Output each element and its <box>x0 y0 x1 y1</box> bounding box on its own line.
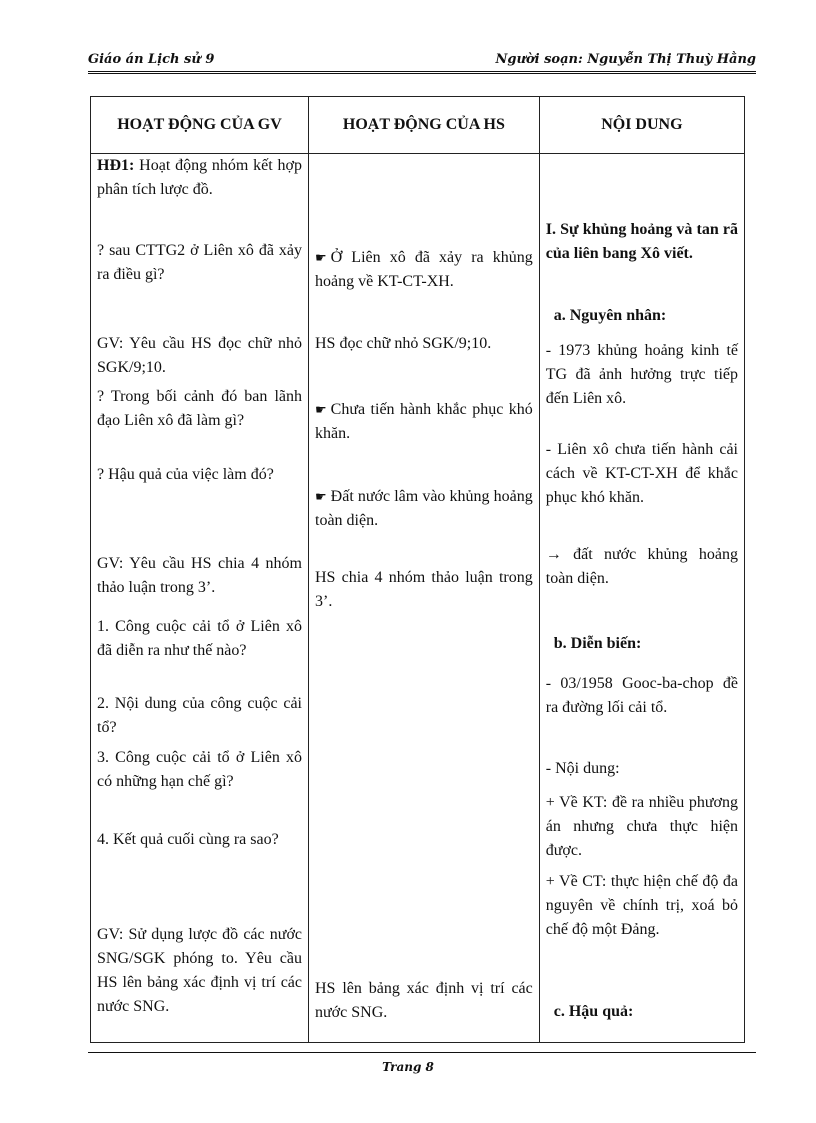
hs-answer-6: HS lên bảng xác định vị trí các nước SNG. <box>315 980 533 1021</box>
cause-result: → đất nước khủng hoảng toàn diện. <box>545 546 738 587</box>
header-subject: Giáo án Lịch sử 9 <box>88 52 215 67</box>
gv-task-3: 3. Công cuộc cải tổ ở Liên xô có những hạn chế gì? <box>97 749 302 790</box>
table-row <box>91 154 745 1043</box>
progress-item-3: + Về KT: đề ra nhiều phương án nhưng chưa thực hiện được. <box>545 794 738 859</box>
gv-instruction-3: GV: Sử dụng lược đồ các nước SNG/SGK phóng to. Yêu cầu HS lên bảng xác định vị trí các nước SNG. <box>97 926 302 1015</box>
gv-column <box>91 154 309 1043</box>
gv-question-2: ? Trong bối cảnh đó ban lãnh đạo Liên xô đã làm gì? <box>97 388 302 429</box>
page-header <box>88 50 756 72</box>
noi-dung-column <box>539 154 744 1043</box>
gv-hd1: HĐ1: Hoạt động nhóm kết hợp phân tích lược đồ. <box>97 157 302 198</box>
gv-question-3: ? Hậu quả của việc làm đó? <box>97 466 274 483</box>
header-gv: HOẠT ĐỘNG CỦA GV <box>91 97 309 154</box>
section-title: I. Sự khủng hoảng và tan rã của liên bang Xô viết. <box>545 221 738 262</box>
footer-divider <box>88 1052 756 1053</box>
hs-answer-2: HS đọc chữ nhỏ SGK/9;10. <box>315 335 492 352</box>
cause-item-1: - 1973 khủng hoảng kinh tế TG đã ảnh hưởng trực tiếp đến Liên xô. <box>545 342 738 407</box>
cause-item-2: - Liên xô chưa tiến hành cải cách về KT-CT-XH để khắc phục khó khăn. <box>545 441 738 506</box>
progress-item-4: + Về CT: thực hiện chế độ đa nguyên về chính trị, xoá bỏ chế độ một Đảng. <box>545 873 738 938</box>
hs-answer-5: HS chia 4 nhóm thảo luận trong 3’. <box>315 569 533 610</box>
table-header-row <box>91 97 745 154</box>
progress-item-1: - 03/1958 Gooc-ba-chop đề ra đường lối cải tổ. <box>545 675 738 716</box>
page-number: Trang 8 <box>382 1060 434 1074</box>
header-noi-dung: NỘI DUNG <box>539 97 744 154</box>
hs-answer-1: ☛ Ở Liên xô đã xảy ra khủng hoảng về KT-CT-XH. <box>315 249 533 290</box>
gv-question-1: ? sau CTTG2 ở Liên xô đã xảy ra điều gì? <box>97 242 302 283</box>
header-divider <box>88 71 756 75</box>
gv-task-4: 4. Kết quả cuối cùng ra sao? <box>97 831 279 848</box>
header-hs: HOẠT ĐỘNG CỦA HS <box>309 97 540 154</box>
hs-column <box>309 154 540 1043</box>
progress-heading: b. Diễn biến: <box>553 635 642 652</box>
gv-instruction-1: GV: Yêu cầu HS đọc chữ nhỏ SGK/9;10. <box>97 335 302 376</box>
pointing-hand-icon: ☛ <box>315 250 327 265</box>
gv-task-2: 2. Nội dung của công cuộc cải tổ? <box>97 695 302 736</box>
gv-instruction-2: GV: Yêu cầu HS chia 4 nhóm thảo luận trong 3’. <box>97 555 302 596</box>
progress-item-2: - Nội dung: <box>545 760 620 777</box>
hs-answer-3: ☛ Chưa tiến hành khắc phục khó khăn. <box>315 401 533 442</box>
consequence-heading: c. Hậu quả: <box>553 1003 634 1020</box>
pointing-hand-icon: ☛ <box>315 489 327 504</box>
header-author: Người soạn: Nguyễn Thị Thuỳ Hằng <box>495 52 756 67</box>
gv-task-1: 1. Công cuộc cải tổ ở Liên xô đã diễn ra như thế nào? <box>97 618 302 659</box>
lesson-table <box>90 96 745 1043</box>
hs-answer-4: ☛ Đất nước lâm vào khủng hoảng toàn diện. <box>315 488 533 529</box>
cause-heading: a. Nguyên nhân: <box>553 307 667 324</box>
pointing-hand-icon: ☛ <box>315 402 327 417</box>
